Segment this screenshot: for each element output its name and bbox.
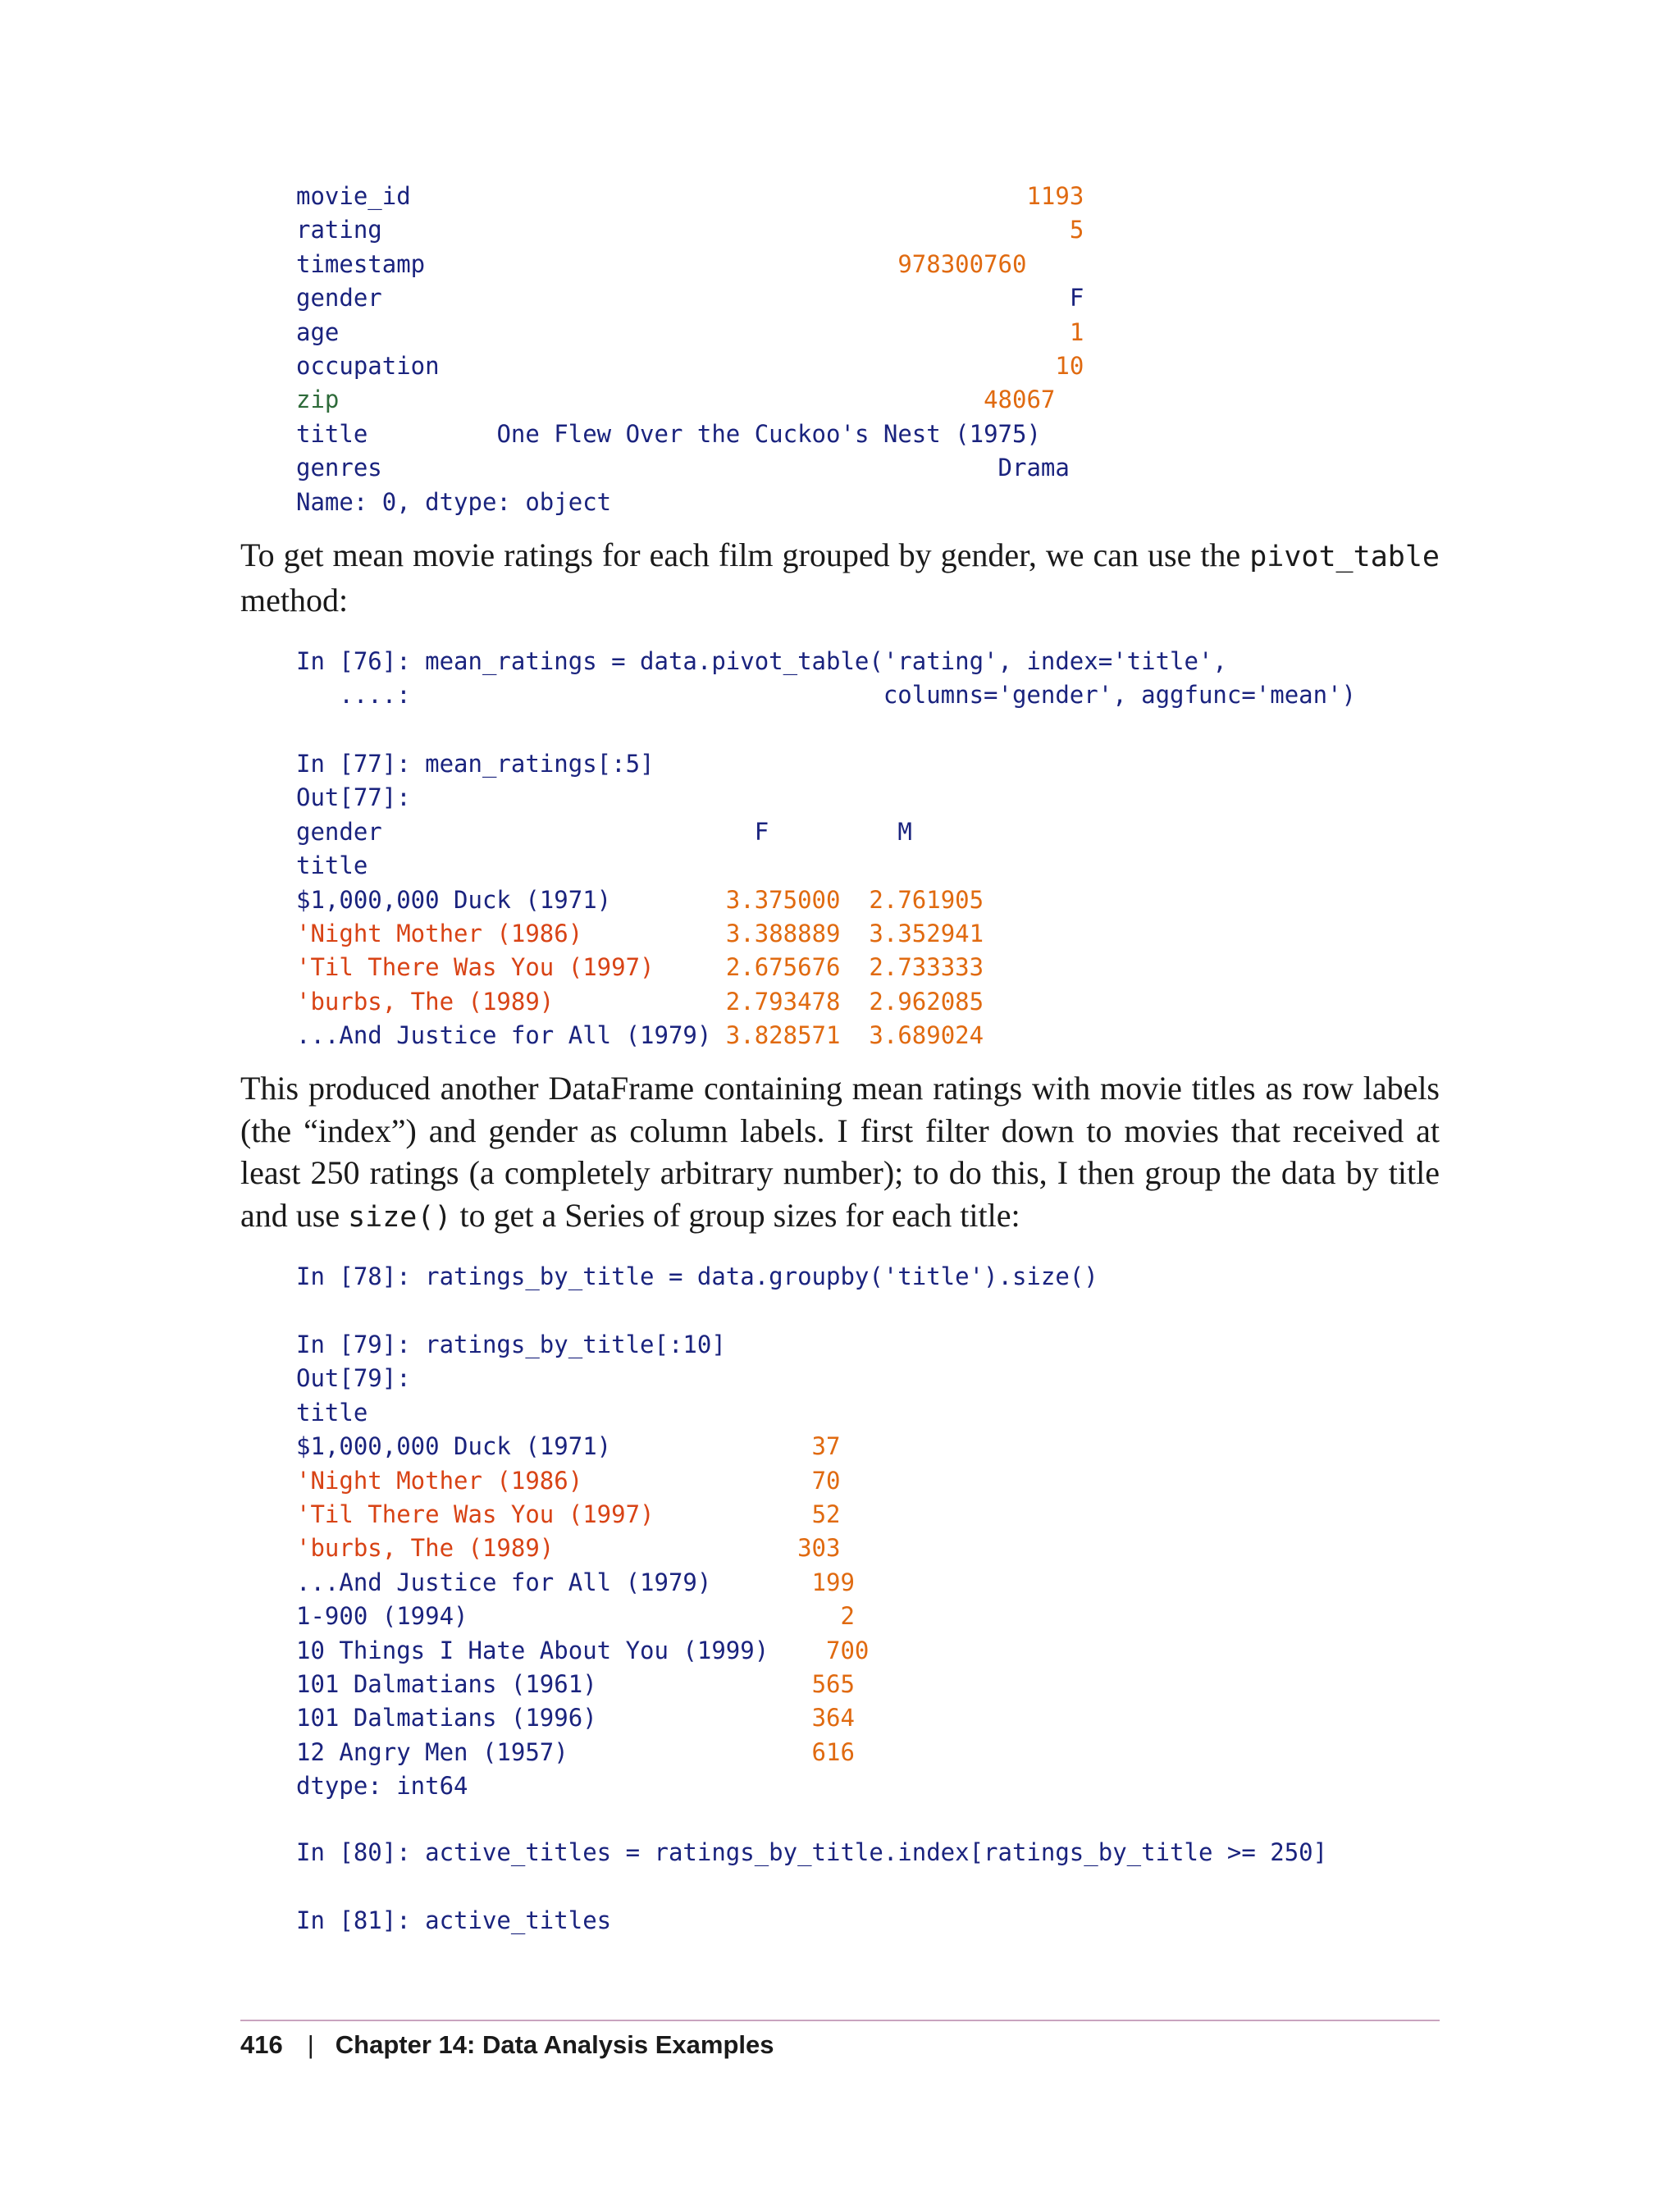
table-row: 'Til There Was You (1997) 2.675676 2.733333 bbox=[296, 953, 984, 982]
code-line: In [80]: active_titles = ratings_by_title.index[ratings_by_title >= 250] bbox=[296, 1838, 1328, 1866]
column-header-f: F bbox=[754, 817, 769, 846]
table-row: 1-900 (1994) 2 bbox=[296, 1602, 855, 1631]
record-line: rating 5 bbox=[296, 216, 1084, 244]
footer-separator: | bbox=[307, 2030, 314, 2059]
record-footer: Name: 0, dtype: object bbox=[296, 487, 612, 516]
code-mean-ratings-head bbox=[296, 747, 984, 1053]
table-header-row: gender F M bbox=[296, 817, 912, 846]
table-row: ...And Justice for All (1979) 199 bbox=[296, 1568, 855, 1596]
table-row: 101 Dalmatians (1996) 364 bbox=[296, 1704, 855, 1732]
code-line: In [77]: mean_ratings[:5] bbox=[296, 750, 655, 778]
table-row: 'burbs, The (1989) 2.793478 2.962085 bbox=[296, 987, 984, 1016]
record-output bbox=[296, 180, 1084, 519]
table-row: 'Night Mother (1986) 3.388889 3.352941 bbox=[296, 920, 984, 948]
code-line: In [81]: active_titles bbox=[296, 1906, 612, 1934]
code-ratings-by-title bbox=[296, 1328, 869, 1804]
table-row: $1,000,000 Duck (1971) 37 bbox=[296, 1432, 841, 1461]
code-line: In [79]: ratings_by_title[:10] bbox=[296, 1331, 726, 1358]
code-line: ....: columns='gender', aggfunc='mean') bbox=[296, 681, 1357, 710]
chapter-title: Chapter 14: Data Analysis Examples bbox=[335, 2030, 774, 2059]
record-line: zip 48067 bbox=[296, 386, 1056, 414]
page-number: 416 bbox=[240, 2030, 283, 2059]
code-line: Out[79]: bbox=[296, 1364, 411, 1393]
code-line: Out[77]: bbox=[296, 783, 411, 812]
footer-rule bbox=[240, 2020, 1440, 2021]
table-row: 'burbs, The (1989) 303 bbox=[296, 1534, 841, 1563]
code-pivot-table bbox=[296, 645, 1356, 713]
table-row: 12 Angry Men (1957) 616 bbox=[296, 1737, 855, 1766]
table-row: $1,000,000 Duck (1971) 3.375000 2.761905 bbox=[296, 885, 984, 914]
table-row: 101 Dalmatians (1961) 565 bbox=[296, 1670, 855, 1699]
record-line: timestamp 978300760 bbox=[296, 249, 1027, 278]
inline-code-size: size() bbox=[348, 1200, 452, 1234]
table-row: 'Night Mother (1986) 70 bbox=[296, 1466, 841, 1495]
code-line: In [78]: ratings_by_title = data.groupby('title').size() bbox=[296, 1262, 1098, 1290]
record-line: genres Drama bbox=[296, 454, 1070, 482]
code-active-titles bbox=[296, 1836, 1327, 1938]
table-row: 'Til There Was You (1997) 52 bbox=[296, 1500, 841, 1529]
paragraph-size-intro: This produced another DataFrame containing mean ratings with movie titles as row labels (the “index”) and gender as column labels. I first filter down to movies that received at least 250 ratings (a completely arbitrary number); to do this, I then group the data by title and use size() to get a Series of group sizes for each title: bbox=[240, 1070, 1440, 1234]
record-line: movie_id 1193 bbox=[296, 182, 1084, 210]
paragraph-pivot-intro: To get mean movie ratings for each film grouped by gender, we can use the pivot_table method: bbox=[240, 536, 1440, 619]
record-line: occupation 10 bbox=[296, 352, 1084, 381]
dtype-line: dtype: int64 bbox=[296, 1772, 468, 1801]
record-line: gender F bbox=[296, 284, 1084, 313]
table-header-row: title bbox=[296, 1398, 368, 1427]
table-header-row: title bbox=[296, 851, 368, 880]
column-header-m: M bbox=[897, 817, 912, 846]
code-groupby-size bbox=[296, 1260, 1098, 1294]
table-row: 10 Things I Hate About You (1999) 700 bbox=[296, 1636, 870, 1664]
page-footer bbox=[240, 2030, 774, 2060]
code-line: In [76]: mean_ratings = data.pivot_table('rating', index='title', bbox=[296, 647, 1227, 675]
table-row: ...And Justice for All (1979) 3.828571 3.689024 bbox=[296, 1021, 984, 1050]
inline-code-pivot-table: pivot_table bbox=[1249, 541, 1440, 573]
record-line: age 1 bbox=[296, 317, 1084, 346]
record-line: title One Flew Over the Cuckoo's Nest (1975) bbox=[296, 419, 1041, 448]
